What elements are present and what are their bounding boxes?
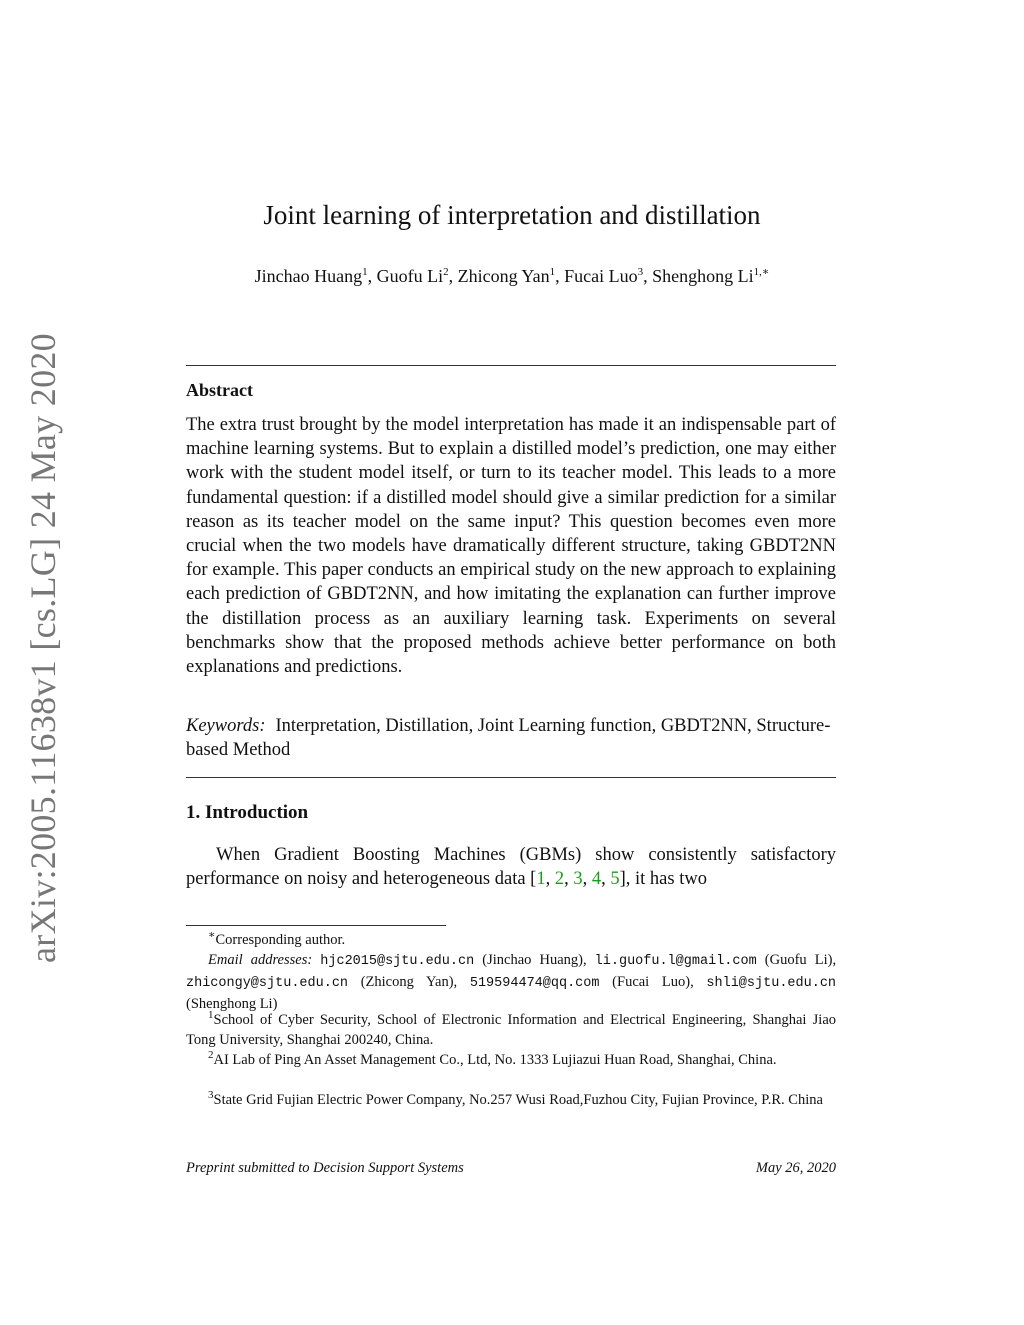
email-label: Email addresses: xyxy=(208,952,313,968)
arxiv-identifier-text: arXiv:2005.11638v1 [cs.LG] 24 May 2020 xyxy=(23,332,64,963)
keywords-text: Interpretation, Distillation, Joint Learning function, GBDT2NN, Structure-based Method xyxy=(186,716,831,761)
keywords xyxy=(186,714,836,762)
email-owner: (Fucai Luo) xyxy=(612,974,691,990)
author-name: Shenghong Li xyxy=(652,266,754,286)
keywords-label: Keywords: xyxy=(186,716,266,736)
citation-link[interactable]: 1 xyxy=(536,869,546,890)
email-owner: (Shenghong Li) xyxy=(186,996,278,1012)
footnote-affiliation-3 xyxy=(186,1090,836,1110)
author-list: Jinchao Huang$^1$, Guofu Li$^2$, Zhicong Yan$^1$, Fucai Luo$^3$, Shenghong $Li^{1,∗}$ xyxy=(254,266,770,286)
footnote-affiliation-1 xyxy=(186,1010,836,1050)
footnote-corresponding xyxy=(186,930,836,950)
affiliation-mark: 1 xyxy=(208,1009,214,1022)
introduction-paragraph: When Gradient Boosting Machines (GBMs) show consistently satisfactory performance on noisy and heterogeneous data [1, 2, 3, 4, 5], it has two xyxy=(186,845,836,890)
author-affiliation-mark: 1,∗ xyxy=(753,266,770,278)
affiliation-text: AI Lab of Ping An Asset Management Co., Ltd, No. 1333 Lujiazui Huan Road, Shanghai, China. xyxy=(213,1052,777,1068)
paper-title: Joint learning of interpretation and distillation xyxy=(263,200,761,230)
abstract-bottom-rule xyxy=(186,777,836,778)
author-affiliation-mark: 1 xyxy=(549,266,556,278)
citation-link[interactable]: 5 xyxy=(610,869,620,890)
arxiv-side-identifier xyxy=(8,332,78,963)
abstract-top-rule xyxy=(186,365,836,366)
email-link[interactable]: hjc2015@sjtu.edu.cn xyxy=(320,954,475,969)
section-heading-introduction: 1. Introduction xyxy=(186,802,309,823)
author-name: Zhicong Yan xyxy=(457,266,550,286)
email-link[interactable]: 519594474@qq.com xyxy=(469,976,600,991)
citation-link[interactable]: 2 xyxy=(554,869,565,890)
affiliation-mark: 3 xyxy=(208,1089,214,1102)
intro-text-tail: ], it has two xyxy=(619,869,707,890)
email-link[interactable]: shli@sjtu.edu.cn xyxy=(706,976,837,991)
footnote-mark: ∗ xyxy=(208,929,216,942)
email-owner: (Zhicong Yan) xyxy=(360,974,454,990)
footnote-affiliation-2 xyxy=(186,1050,836,1070)
footnote-emails: Email addresses: hjc2015@sjtu.edu.cn (Jinchao Huang), li.guofu.l@gmail.com (Guofu Li), zhicongy@sjtu.edu.cn (Zhicong Yan), 519594474@qq.com (Fucai Luo), shli@sjtu.edu.cn (Shenghong Li) xyxy=(186,952,837,1012)
author-affiliation-mark: 1 xyxy=(362,266,368,278)
affiliation-mark: 2 xyxy=(208,1049,214,1062)
abstract-heading: Abstract xyxy=(186,380,253,400)
footnote-rule xyxy=(186,925,446,926)
footnote-text: Corresponding author. xyxy=(215,932,346,948)
affiliation-text: State Grid Fujian Electric Power Company, No.257 Wusi Road,Fuzhou City, Fujian Province, P.R. China xyxy=(213,1092,823,1108)
author-affiliation-mark: 3 xyxy=(637,266,644,278)
citation-link[interactable]: 4 xyxy=(591,869,602,890)
footer-date: May 26, 2020 xyxy=(755,1160,836,1176)
affiliation-text: School of Cyber Security, School of Electronic Information and Electrical Engineering, Shanghai Jiao Tong University, Shanghai 200240, China. xyxy=(186,1012,836,1048)
intro-text: When Gradient Boosting Machines (GBMs) show consistently satisfactory performance on noisy and heterogeneous data [ xyxy=(186,845,836,890)
abstract-body xyxy=(186,413,836,679)
email-link[interactable]: li.guofu.l@gmail.com xyxy=(594,954,757,969)
author-affiliation-mark: 2 xyxy=(443,266,449,278)
page-footer xyxy=(186,1160,836,1177)
author-name: Guofu Li xyxy=(376,266,444,286)
citation-link[interactable]: 3 xyxy=(573,869,583,890)
email-link[interactable]: zhicongy@sjtu.edu.cn xyxy=(186,976,349,991)
email-owner: (Guofu Li) xyxy=(764,952,833,968)
author-name: Jinchao Huang xyxy=(254,266,363,286)
footer-journal: Preprint submitted to Decision Support Systems xyxy=(186,1160,464,1176)
abstract-text: The extra trust brought by the model interpretation has made it an indispensable part of machine learning systems. But to explain a distilled model’s prediction, one may either work with the student model itself, or turn to its teacher model. This leads to a more fundamental question: if a distilled model should give a similar prediction for a similar reason as its teacher model on the same input? This question becomes even more crucial when the two models have dramatically different structure, taking GBDT2NN for example. This paper conducts an empirical study on the new approach to explaining each prediction of GBDT2NN, and how imitating the explanation can further improve the distillation process as an auxiliary learning task. Experiments on several benchmarks show that the proposed methods achieve better performance on both explanations and predictions. xyxy=(186,415,836,678)
author-name: Fucai Luo xyxy=(564,266,638,286)
email-owner: (Jinchao Huang) xyxy=(482,952,583,968)
